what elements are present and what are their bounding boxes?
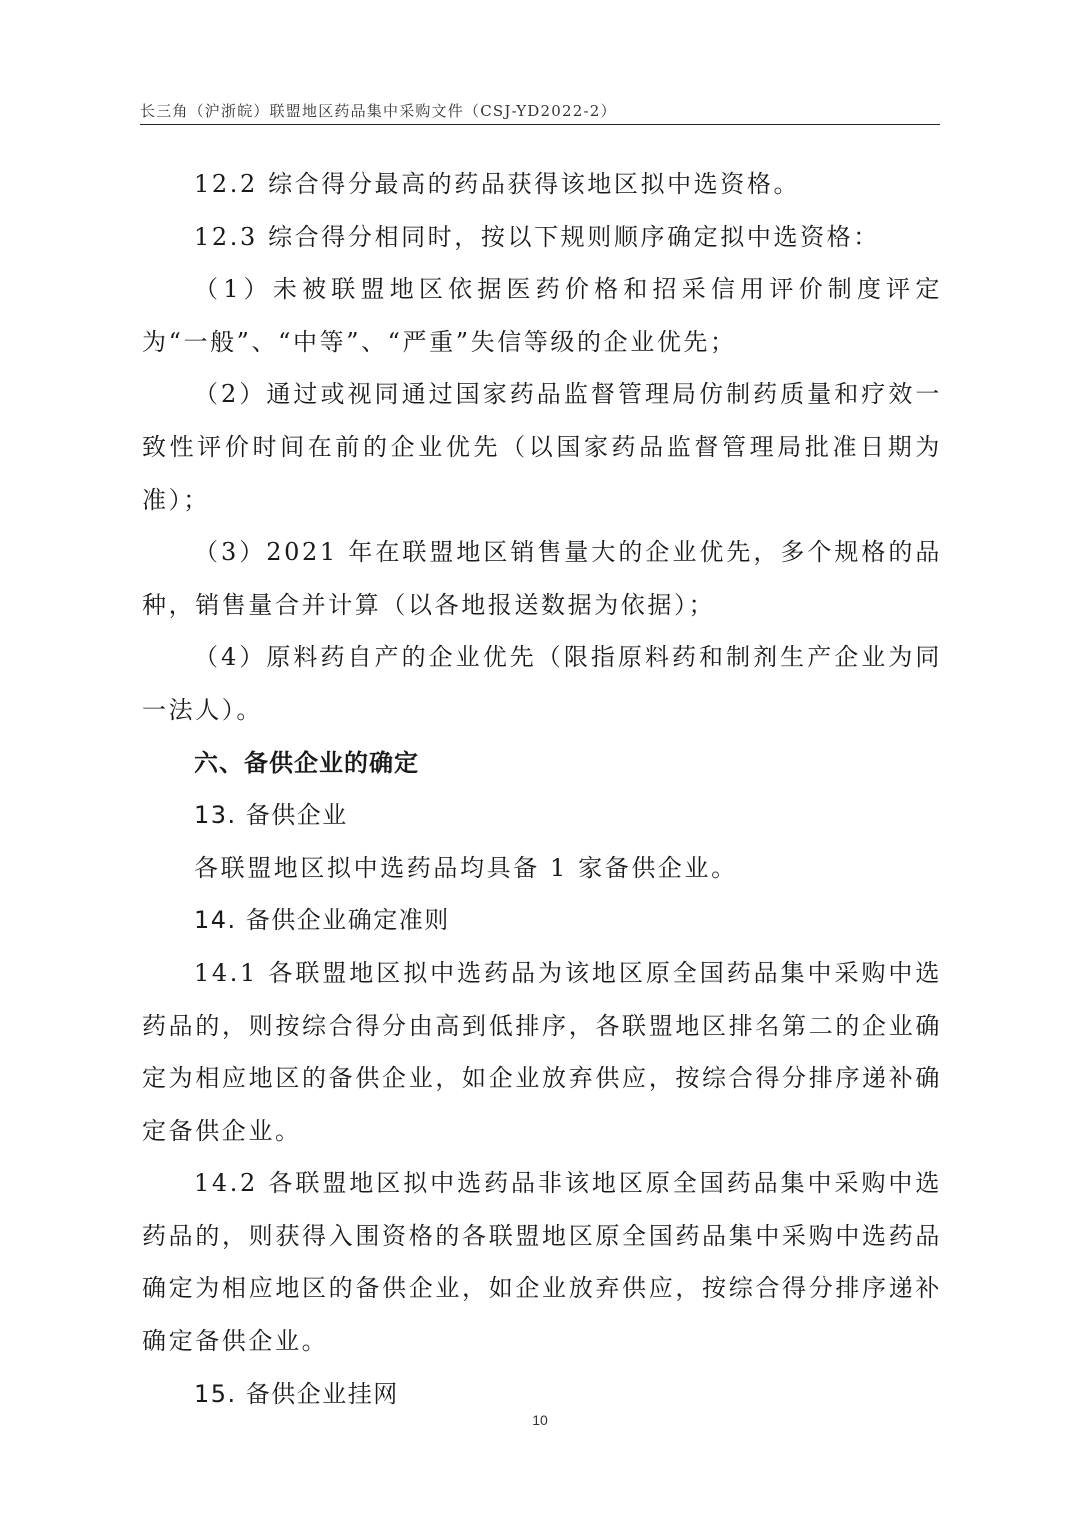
document-body <box>142 158 942 1420</box>
paragraph-14-1: 14.1 各联盟地区拟中选药品为该地区原全国药品集中采购中选药品的，则按综合得分由高到低排序，各联盟地区排名第二的企业确定为相应地区的备供企业，如企业放弃供应，按综合得分排序递补确定备供企业。 <box>142 958 942 1145</box>
running-header: 长三角（沪浙皖）联盟地区药品集中采购文件（CSJ-YD2022-2） <box>140 102 617 120</box>
section-heading-6: 六、备供企业的确定 <box>194 748 419 777</box>
paragraph-13: 各联盟地区拟中选药品均具备 1 家备供企业。 <box>194 853 738 882</box>
rule-item-2: （2）通过或视同通过国家药品监督管理局仿制药质量和疗效一致性评价时间在前的企业优先（以国家药品监督管理局批准日期为准）； <box>142 380 942 514</box>
rule-item-4: （4）原料药自产的企业优先（限指原料药和制剂生产企业为同一法人）。 <box>142 643 942 724</box>
paragraph-12-2: 12.2 综合得分最高的药品获得该地区拟中选资格。 <box>194 170 801 198</box>
rule-item-3: （3）2021 年在联盟地区销售量大的企业优先，多个规格的品种，销售量合并计算（以各地报送数据为依据）； <box>142 538 942 619</box>
subheading-15: 15. 备供企业挂网 <box>194 1379 399 1408</box>
subheading-14: 14. 备供企业确定准则 <box>194 906 450 935</box>
header-rule <box>140 124 940 125</box>
page-number: 10 <box>532 1412 548 1428</box>
paragraph-14-2: 14.2 各联盟地区拟中选药品非该地区原全国药品集中采购中选药品的，则获得入围资格的各联盟地区原全国药品集中采购中选药品确定为相应地区的备供企业，如企业放弃供应，按综合得分排序递补确定备供企业。 <box>142 1169 942 1356</box>
paragraph-12-3: 12.3 综合得分相同时，按以下规则顺序确定拟中选资格： <box>194 222 880 251</box>
subheading-13: 13. 备供企业 <box>194 801 348 830</box>
rule-item-1: （1）未被联盟地区依据医药价格和招采信用评价制度评定为“一般”、“中等”、“严重”失信等级的企业优先； <box>142 275 942 356</box>
